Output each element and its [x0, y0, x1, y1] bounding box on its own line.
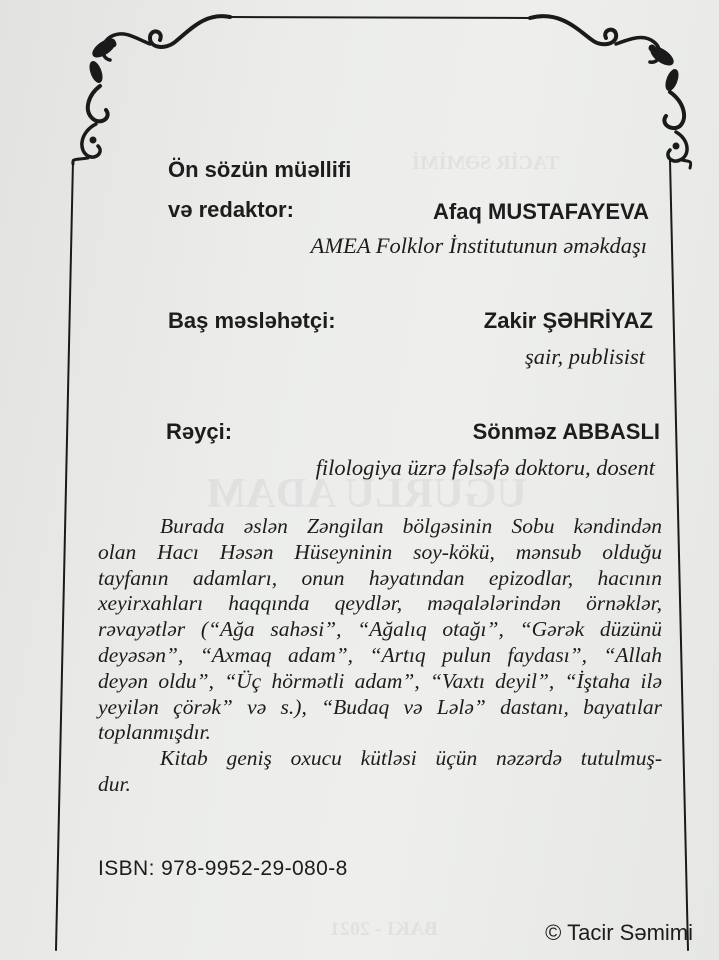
advisor-label: Baş məsləhətçi: [168, 308, 336, 333]
isbn: ISBN: 978-9952-29-080-8 [98, 857, 348, 880]
corner-ornament-top-right [530, 16, 691, 168]
annotation-line: yeyilən çörək” və s.), “Budaq və Lələ” dastanı, bayatılar [98, 694, 662, 719]
copyright-notice: © Tacir Səmimi [545, 920, 693, 945]
bleed-through-imprint: BAKI - 2021 [330, 918, 438, 940]
preface-author-affiliation: AMEA Folklor İnstitutunun əməkdaşı [310, 233, 647, 258]
reviewer-role: filologiya üzrə fəlsəfə doktoru, dosent [315, 455, 655, 480]
annotation-line: Kitab geniş oxucu kütləsi üçün nəzərdə tutulmuş- [160, 746, 662, 771]
preface-label-line1: Ön sözün müəllifi [168, 157, 352, 182]
preface-author-name: Afaq MUSTAFAYEVA [433, 199, 649, 224]
preface-label-line2: və redaktor: [168, 197, 294, 222]
annotation-line: dur. [98, 771, 131, 796]
reviewer-label: Rəyçi: [166, 419, 233, 444]
annotation-line: Burada əslən Zəngilan bölgəsinin Sobu kəndindən [160, 514, 662, 538]
advisor-role: şair, publisist [524, 344, 645, 369]
bleed-through-author: TACİR SƏMİMİ [412, 152, 560, 174]
annotation-line: rəvayətlər (“Ağa sahəsi”, “Ağalıq otağı”, “Gərək düzünü [98, 617, 662, 642]
annotation-line: toplanmışdır. [98, 720, 211, 745]
advisor-name: Zakir ŞƏHRİYAZ [483, 308, 653, 333]
annotation-line: xeyirxahları haqqında qeydlər, məqalələrindən örnəklər, [98, 591, 662, 616]
corner-ornament-top-left [73, 16, 230, 164]
book-annotation [98, 514, 662, 798]
annotation-line: tayfanın adamları, onun həyatından epizodlar, hacının [98, 565, 662, 590]
annotation-line: deyən oldu”, “Üç hörmətli adam”, “Vaxtı deyil”, “İştaha ilə [98, 668, 662, 693]
bleed-through-title: UĞURLU ADAM [206, 471, 527, 517]
reviewer-name: Sönməz ABBASLI [472, 419, 660, 444]
annotation-line: olan Hacı Həsən Hüseyninin soy-kökü, mənsub olduğu [98, 539, 662, 564]
annotation-line: deyəsən”, “Axmaq adam”, “Artıq pulun faydası”, “Allah [98, 642, 662, 667]
